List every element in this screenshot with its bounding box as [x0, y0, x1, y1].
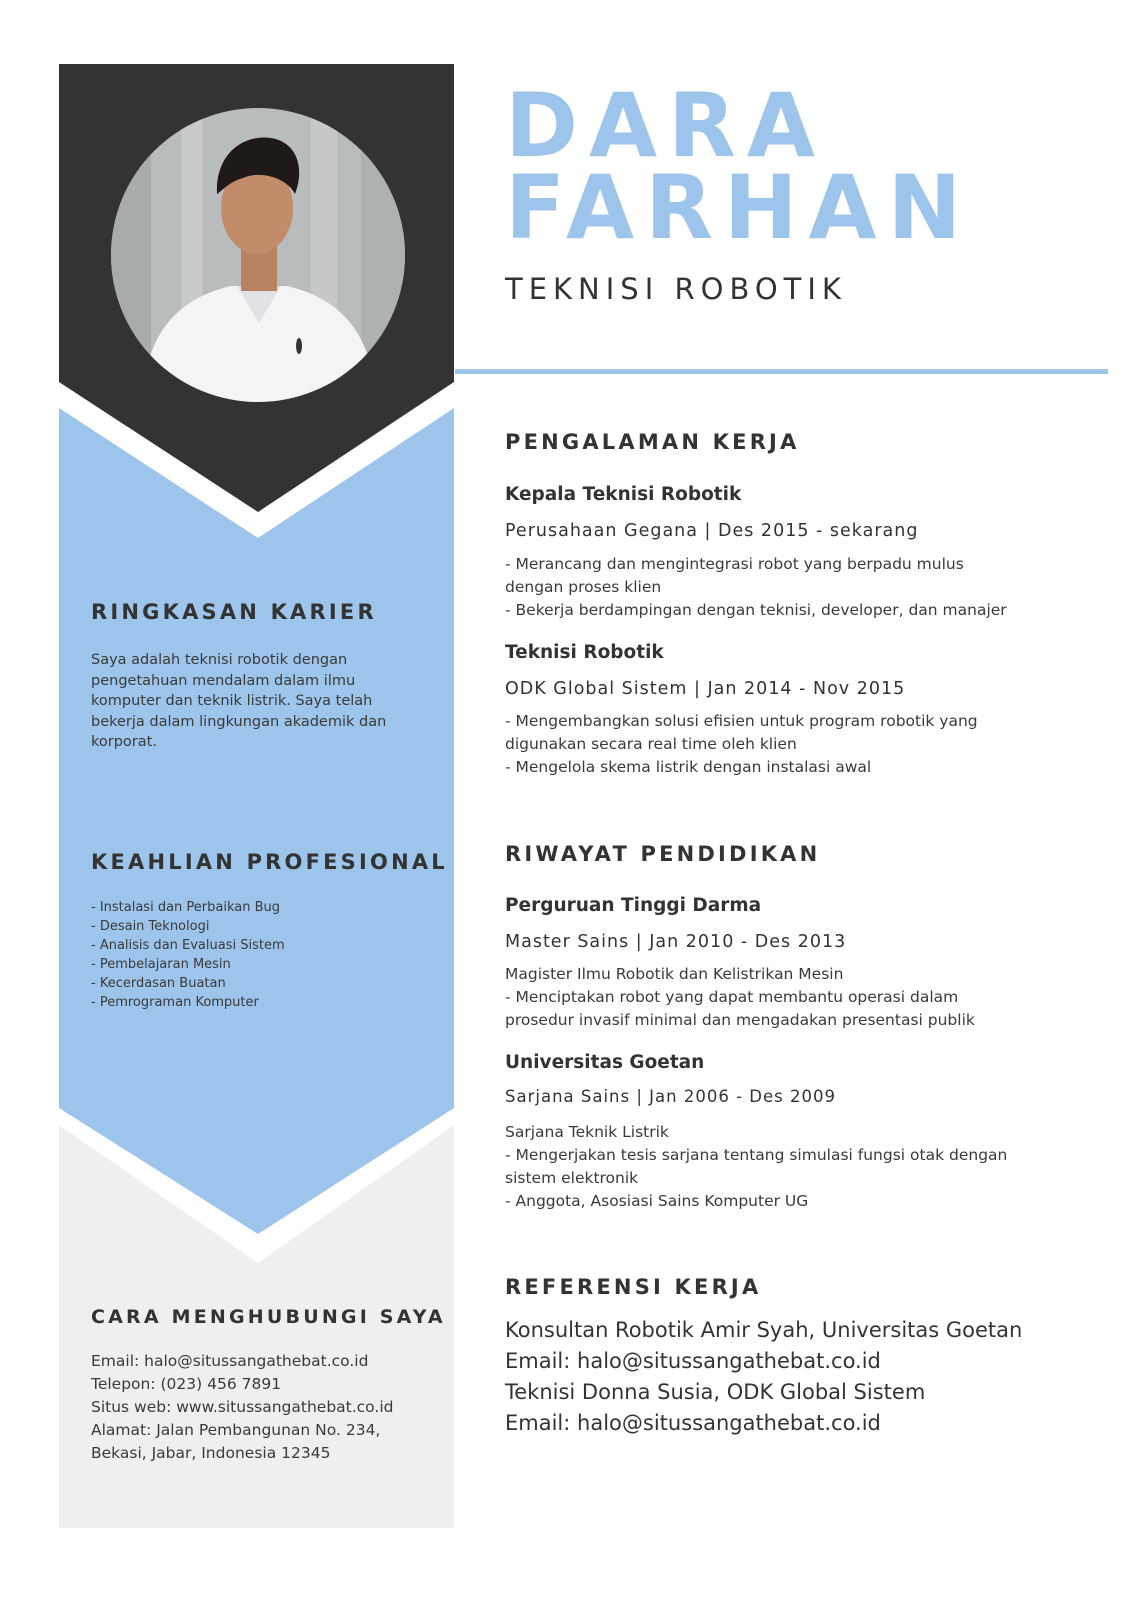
school-description-line: - Mengerjakan tesis sarjana tentang simulasi fungsi otak dengan — [505, 1146, 1008, 1164]
job-description-line: - Bekerja berdampingan dengan teknisi, developer, dan manajer — [505, 601, 1007, 619]
skill-item: - Analisis dan Evaluasi Sistem — [91, 938, 285, 953]
job-subtitle: Perusahaan Gegana | Des 2015 - sekarang — [505, 521, 919, 541]
summary-text: Saya adalah teknisi robotik dengan pengetahuan mendalam dalam ilmu komputer dan teknik listrik. Saya telah bekerja dalam lingkungan akademik dan korporat. — [91, 652, 387, 750]
references-list — [505, 1315, 1022, 1439]
contact-phone: Telepon: (023) 456 7891 — [91, 1375, 282, 1393]
references-heading: REFERENSI KERJA — [505, 1275, 762, 1299]
summary-heading: RINGKASAN KARIER — [91, 600, 377, 624]
school-title: Universitas Goetan — [505, 1052, 705, 1073]
job-description-line: - Mengembangkan solusi efisien untuk program robotik yang — [505, 712, 978, 730]
skill-item: - Pembelajaran Mesin — [91, 957, 231, 972]
school-description-line: - Menciptakan robot yang dapat membantu operasi dalam — [505, 988, 959, 1006]
job-description-line: - Mengelola skema listrik dengan instalasi awal — [505, 758, 872, 776]
profile-photo — [111, 108, 405, 402]
contact-address-line1: Alamat: Jalan Pembangunan No. 234, — [91, 1421, 381, 1439]
school-description — [505, 1121, 1065, 1213]
contact-email: Email: halo@situssangathebat.co.id — [91, 1352, 369, 1370]
school-description-line: Sarjana Teknik Listrik — [505, 1123, 669, 1141]
skill-item: - Desain Teknologi — [91, 919, 210, 934]
skills-heading: KEAHLIAN PROFESIONAL — [91, 850, 448, 874]
skill-item: - Instalasi dan Perbaikan Bug — [91, 900, 281, 915]
reference-line: Email: halo@situssangathebat.co.id — [505, 1411, 881, 1435]
contact-details — [91, 1350, 393, 1465]
experience-heading: PENGALAMAN KERJA — [505, 430, 800, 454]
contact-heading: CARA MENGHUBUNGI SAYA — [91, 1306, 446, 1328]
job-description — [505, 710, 1065, 779]
school-description-line: - Anggota, Asosiasi Sains Komputer UG — [505, 1192, 809, 1210]
school-title: Perguruan Tinggi Darma — [505, 895, 762, 916]
skill-item: - Pemrograman Komputer — [91, 995, 259, 1010]
job-subtitle: ODK Global Sistem | Jan 2014 - Nov 2015 — [505, 679, 906, 699]
reference-line: Teknisi Donna Susia, ODK Global Sistem — [505, 1380, 926, 1404]
job-description-line: - Merancang dan mengintegrasi robot yang berpadu mulus — [505, 555, 964, 573]
first-name: DARA — [505, 74, 827, 177]
contact-address-line2: Bekasi, Jabar, Indonesia 12345 — [91, 1444, 331, 1462]
skill-item: - Kecerdasan Buatan — [91, 976, 226, 991]
school-description-line: prosedur invasif minimal dan mengadakan presentasi publik — [505, 1011, 975, 1029]
education-heading: RIWAYAT PENDIDIKAN — [505, 842, 821, 866]
reference-line: Email: halo@situssangathebat.co.id — [505, 1349, 881, 1373]
reference-line: Konsultan Robotik Amir Syah, Universitas Goetan — [505, 1318, 1023, 1342]
skills-list — [91, 898, 285, 1012]
job-role: TEKNISI ROBOTIK — [505, 272, 847, 306]
school-subtitle: Master Sains | Jan 2010 - Des 2013 — [505, 932, 847, 952]
school-subtitle: Sarjana Sains | Jan 2006 - Des 2009 — [505, 1087, 836, 1106]
contact-website: Situs web: www.situssangathebat.co.id — [91, 1398, 394, 1416]
job-title: Teknisi Robotik — [505, 642, 664, 663]
job-title: Kepala Teknisi Robotik — [505, 484, 742, 505]
header-divider — [455, 369, 1108, 374]
job-description — [505, 553, 1065, 622]
job-description-line: digunakan secara real time oleh klien — [505, 735, 797, 753]
school-description — [505, 963, 1065, 1032]
job-description-line: dengan proses klien — [505, 578, 662, 596]
school-description-line: sistem elektronik — [505, 1169, 639, 1187]
last-name: FARHAN — [505, 156, 973, 259]
school-description-line: Magister Ilmu Robotik dan Kelistrikan Mesin — [505, 965, 844, 983]
